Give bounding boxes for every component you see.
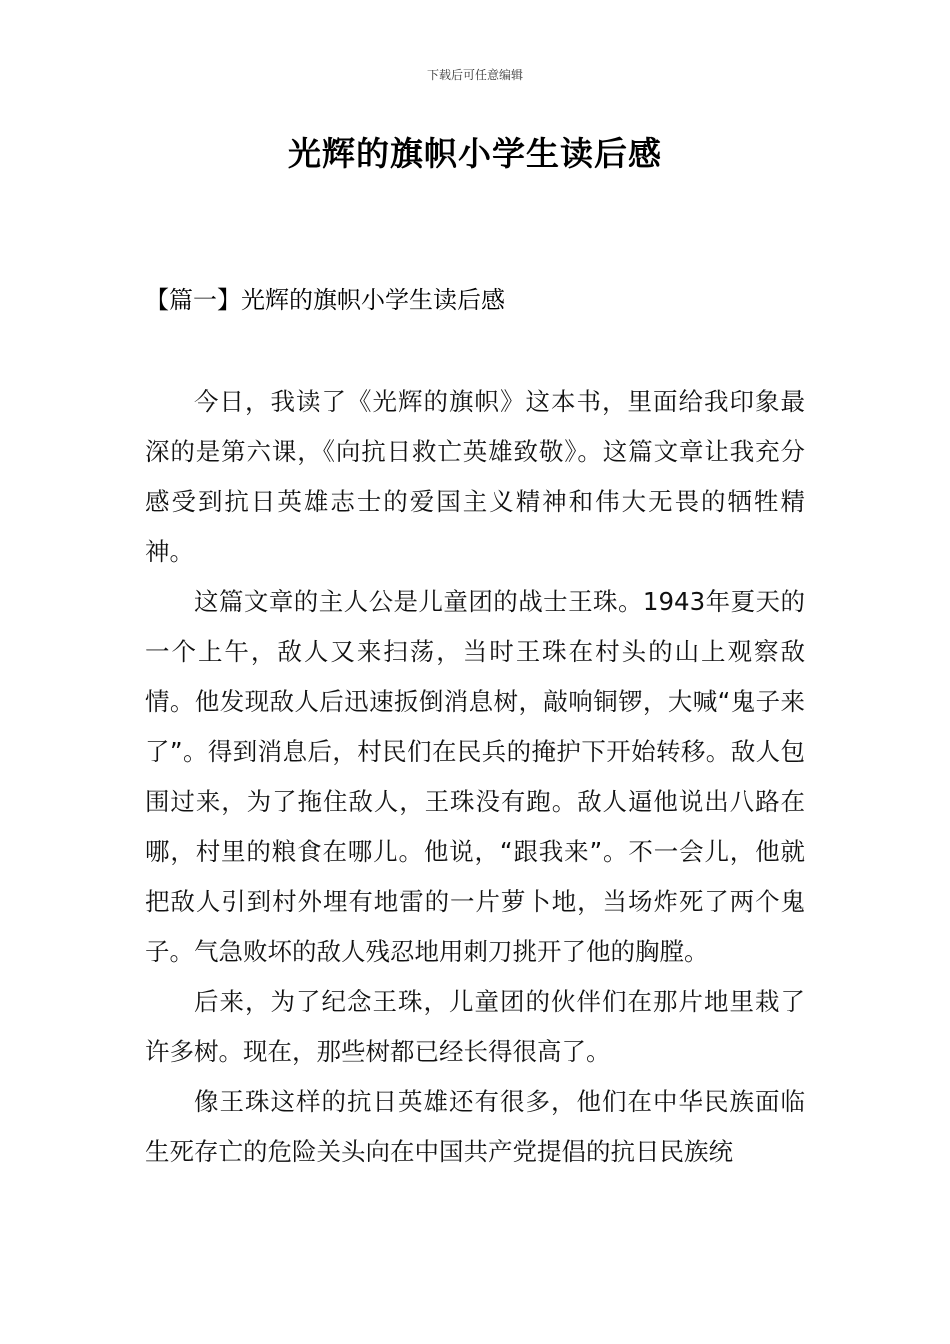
paragraph: 像王珠这样的抗日英雄还有很多，他们在中华民族面临生死存亡的危险关头向在中国共产党提倡的抗日民族统: [145, 1087, 805, 1166]
paragraph: 今日，我读了《光辉的旗帜》这本书，里面给我印象最深的是第六课，《向抗日救亡英雄致敬》。这篇文章让我充分感受到抗日英雄志士的爱国主义精神和伟大无畏的牺牲精神。: [145, 387, 805, 566]
header-note: 下载后可任意编辑: [426, 68, 523, 82]
document-body: [145, 377, 805, 1177]
paragraph: 后来，为了纪念王珠，儿童团的伙伴们在那片地里栽了许多树。现在，那些树都已经长得很高了。: [145, 987, 805, 1066]
paragraph: 这篇文章的主人公是儿童团的战士王珠。1943年夏天的一个上午，敌人又来扫荡，当时王珠在村头的山上观察敌情。他发现敌人后迅速扳倒消息树，敲响铜锣，大喊“鬼子来了”。得到消息后，村民们在民兵的掩护下开始转移。敌人包围过来，为了拖住敌人，王珠没有跑。敌人逼他说出八路在哪，村里的粮食在哪儿。他说，“跟我来”。不一会儿，他就把敌人引到村外埋有地雷的一片萝卜地，当场炸死了两个鬼子。气急败坏的敌人残忍地用刺刀挑开了他的胸膛。: [145, 587, 805, 966]
document-title: 光辉的旗帜小学生读后感: [288, 134, 662, 173]
section-heading: 【篇一】光辉的旗帜小学生读后感: [145, 286, 505, 314]
